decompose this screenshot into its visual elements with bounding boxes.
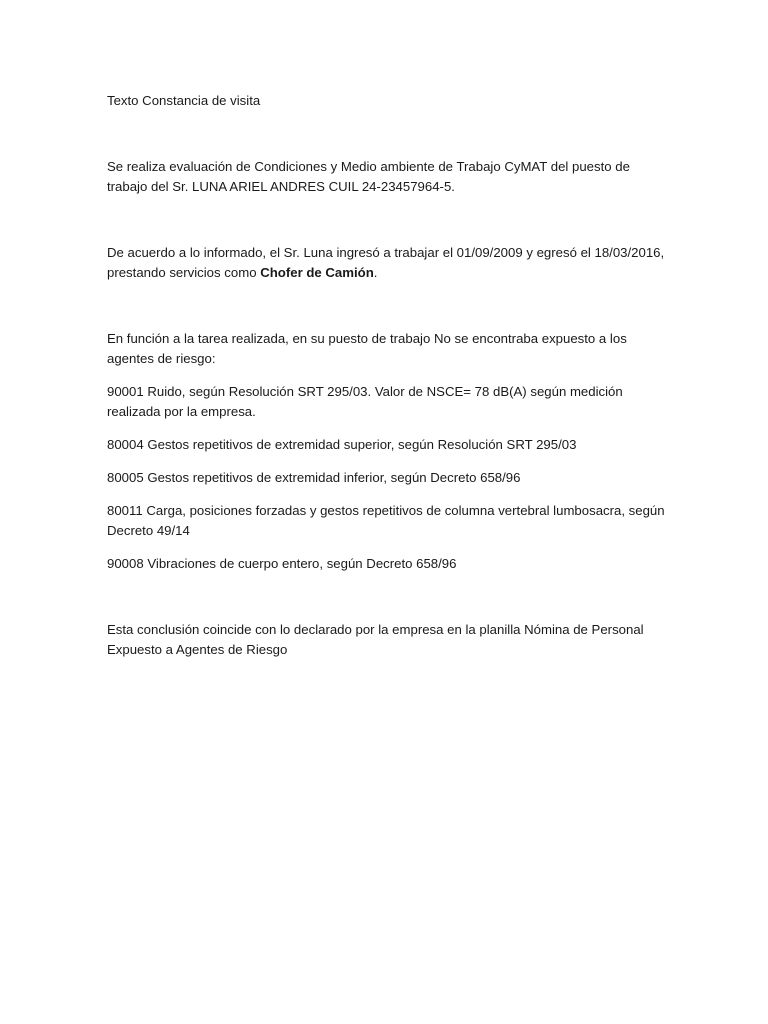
- employment-text: De acuerdo a lo informado, el Sr. Luna ingresó a trabajar el 01/09/2009 y egresó el 18/03/2016, prestando servicios como: [107, 245, 665, 280]
- risk-agent-item: 80005 Gestos repetitivos de extremidad inferior, según Decreto 658/96: [107, 470, 521, 485]
- employment-paragraph: [107, 243, 667, 282]
- job-title: Chofer de Camión: [260, 264, 374, 280]
- risk-agent-item: 80011 Carga, posiciones forzadas y gestos repetitivos de columna vertebral lumbosacra, según Decreto 49/14: [107, 503, 665, 538]
- exposure-paragraph: En función a la tarea realizada, en su puesto de trabajo No se encontraba expuesto a los agentes de riesgo:: [107, 331, 627, 366]
- evaluation-paragraph: Se realiza evaluación de Condiciones y Medio ambiente de Trabajo CyMAT del puesto de trabajo del Sr. LUNA ARIEL ANDRES CUIL 24-23457964-5.: [107, 159, 630, 194]
- conclusion-paragraph: Esta conclusión coincide con lo declarado por la empresa en la planilla Nómina de Personal Expuesto a Agentes de Riesgo: [107, 622, 644, 657]
- risk-agent-item: 90001 Ruido, según Resolución SRT 295/03. Valor de NSCE= 78 dB(A) según medición realizada por la empresa.: [107, 384, 623, 419]
- employment-text-end: .: [373, 264, 378, 280]
- risk-agent-item: 90008 Vibraciones de cuerpo entero, según Decreto 658/96: [107, 556, 457, 571]
- risk-agent-item: 80004 Gestos repetitivos de extremidad superior, según Resolución SRT 295/03: [107, 437, 577, 452]
- document-title: Texto Constancia de visita: [107, 93, 261, 108]
